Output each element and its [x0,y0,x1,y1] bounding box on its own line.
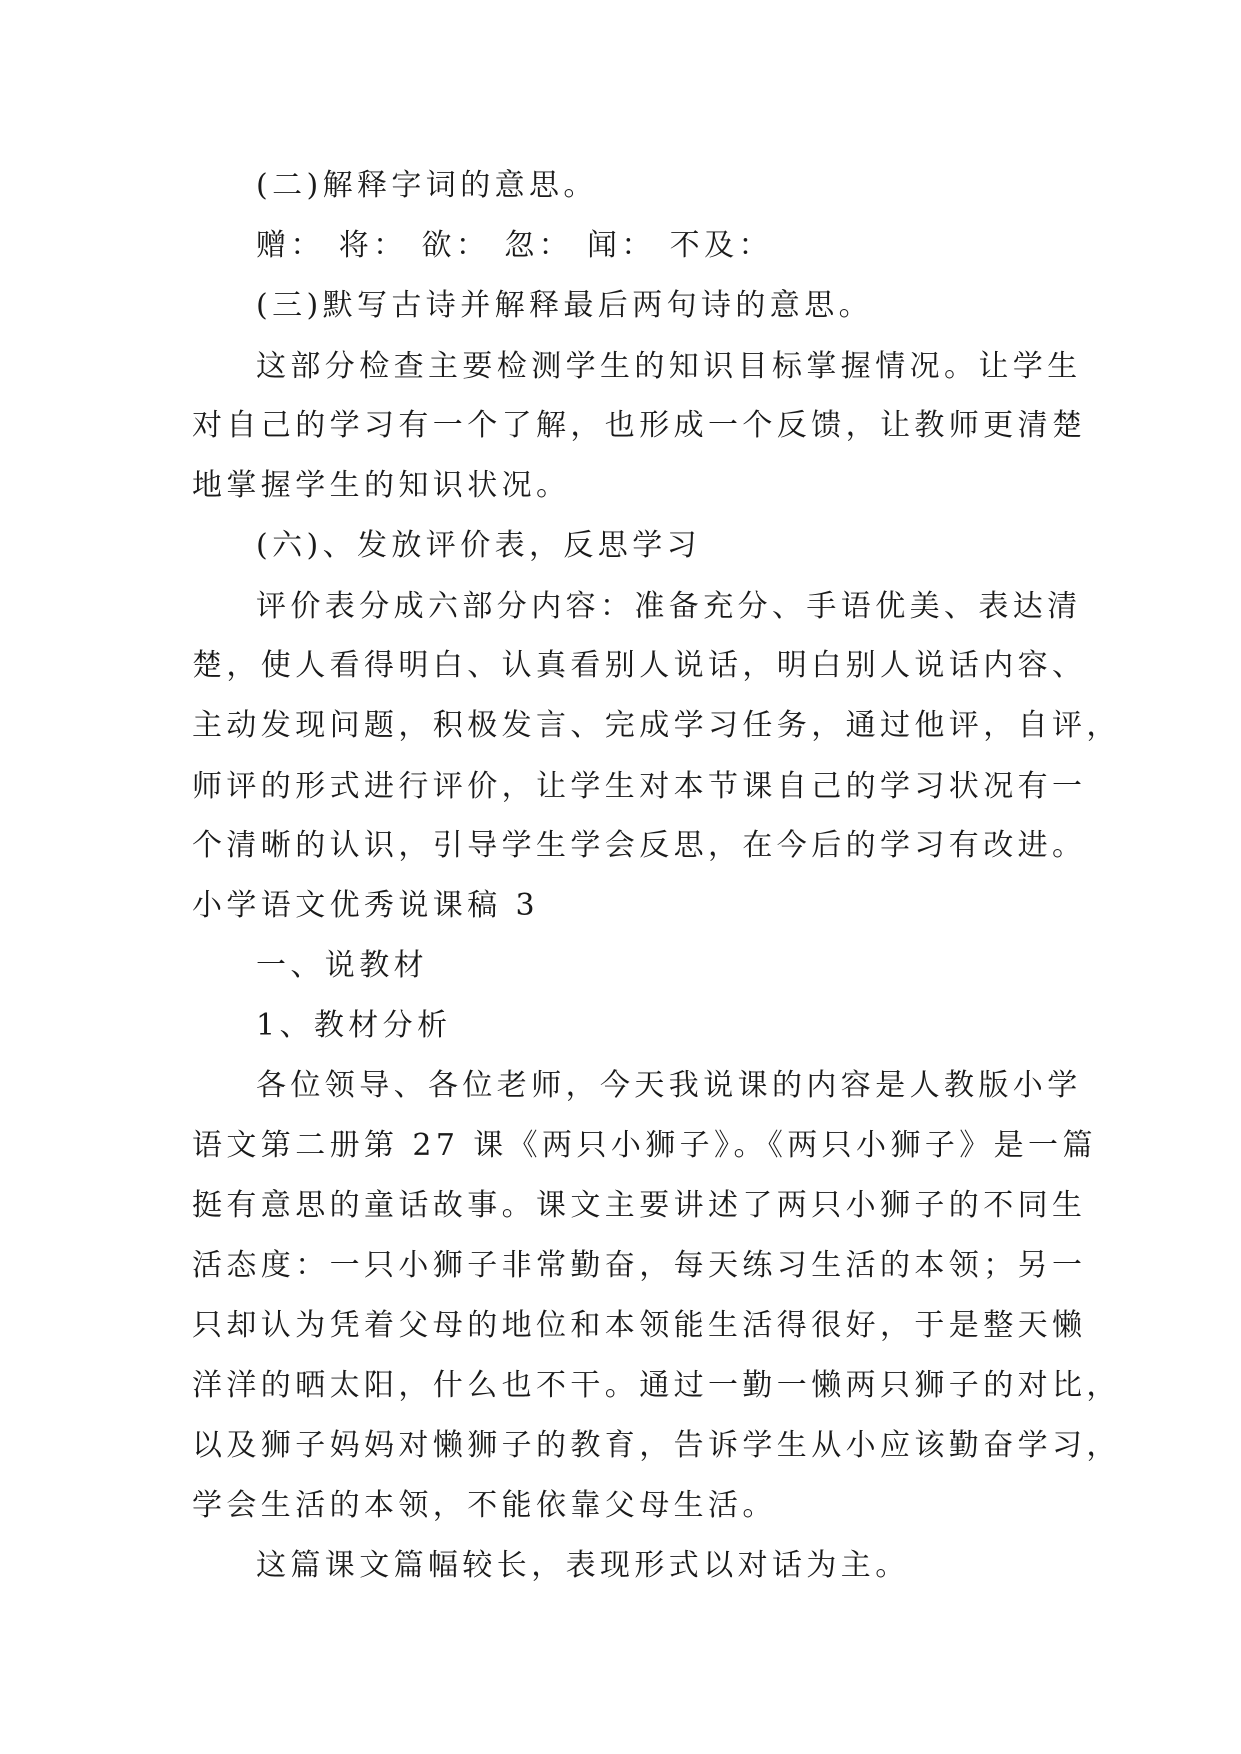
paragraph-line: 师评的形式进行评价，让学生对本节课自己的学习状况有一 [192,769,1087,804]
subsection-heading: (三)默写古诗并解释最后两句诗的意思。 [256,288,874,323]
document-title: 小学语文优秀说课稿 3 [192,888,540,923]
section-heading: (六)、发放评价表，反思学习 [256,528,702,563]
subsection-heading: (二)解释字词的意思。 [256,168,598,203]
paragraph-line: 以及狮子妈妈对懒狮子的教育，告诉学生从小应该勤奋学习， [192,1428,1121,1463]
paragraph-line: 这部分检查主要检测学生的知识目标掌握情况。让学生 [256,349,1082,384]
paragraph-line: 各位领导、各位老师，今天我说课的内容是人教版小学 [256,1068,1082,1103]
paragraph-line: 洋洋的晒太阳，什么也不干。通过一勤一懒两只狮子的对比， [192,1368,1121,1403]
section-heading: 一、说教材 [256,948,428,983]
paragraph-line: 楚，使人看得明白、认真看别人说话，明白别人说话内容、 [192,648,1087,683]
paragraph-line: 评价表分成六部分内容：准备充分、手语优美、表达清 [256,589,1082,624]
paragraph-line: 主动发现问题，积极发言、完成学习任务，通过他评，自评， [192,708,1121,743]
paragraph-line: 只却认为凭着父母的地位和本领能生活得很好，于是整天懒 [192,1308,1087,1343]
paragraph-line: 活态度：一只小狮子非常勤奋，每天练习生活的本领；另一 [192,1248,1087,1283]
paragraph-line: 对自己的学习有一个了解，也形成一个反馈，让教师更清楚 [192,408,1087,443]
paragraph-line: 挺有意思的童话故事。课文主要讲述了两只小狮子的不同生 [192,1188,1087,1223]
paragraph-line: 个清晰的认识，引导学生学会反思，在今后的学习有改进。 [192,828,1087,863]
subsection-heading: 1、教材分析 [256,1008,452,1043]
paragraph-line: 学会生活的本领，不能依靠父母生活。 [192,1488,777,1523]
paragraph-line: 这篇课文篇幅较长，表现形式以对话为主。 [256,1548,910,1583]
vocabulary-line: 赠： 将： 欲： 忽： 闻： 不及： [256,228,773,263]
paragraph-line: 地掌握学生的知识状况。 [192,468,571,503]
paragraph-line: 语文第二册第 27 课《两只小狮子》。《两只小狮子》是一篇 [192,1128,1097,1163]
